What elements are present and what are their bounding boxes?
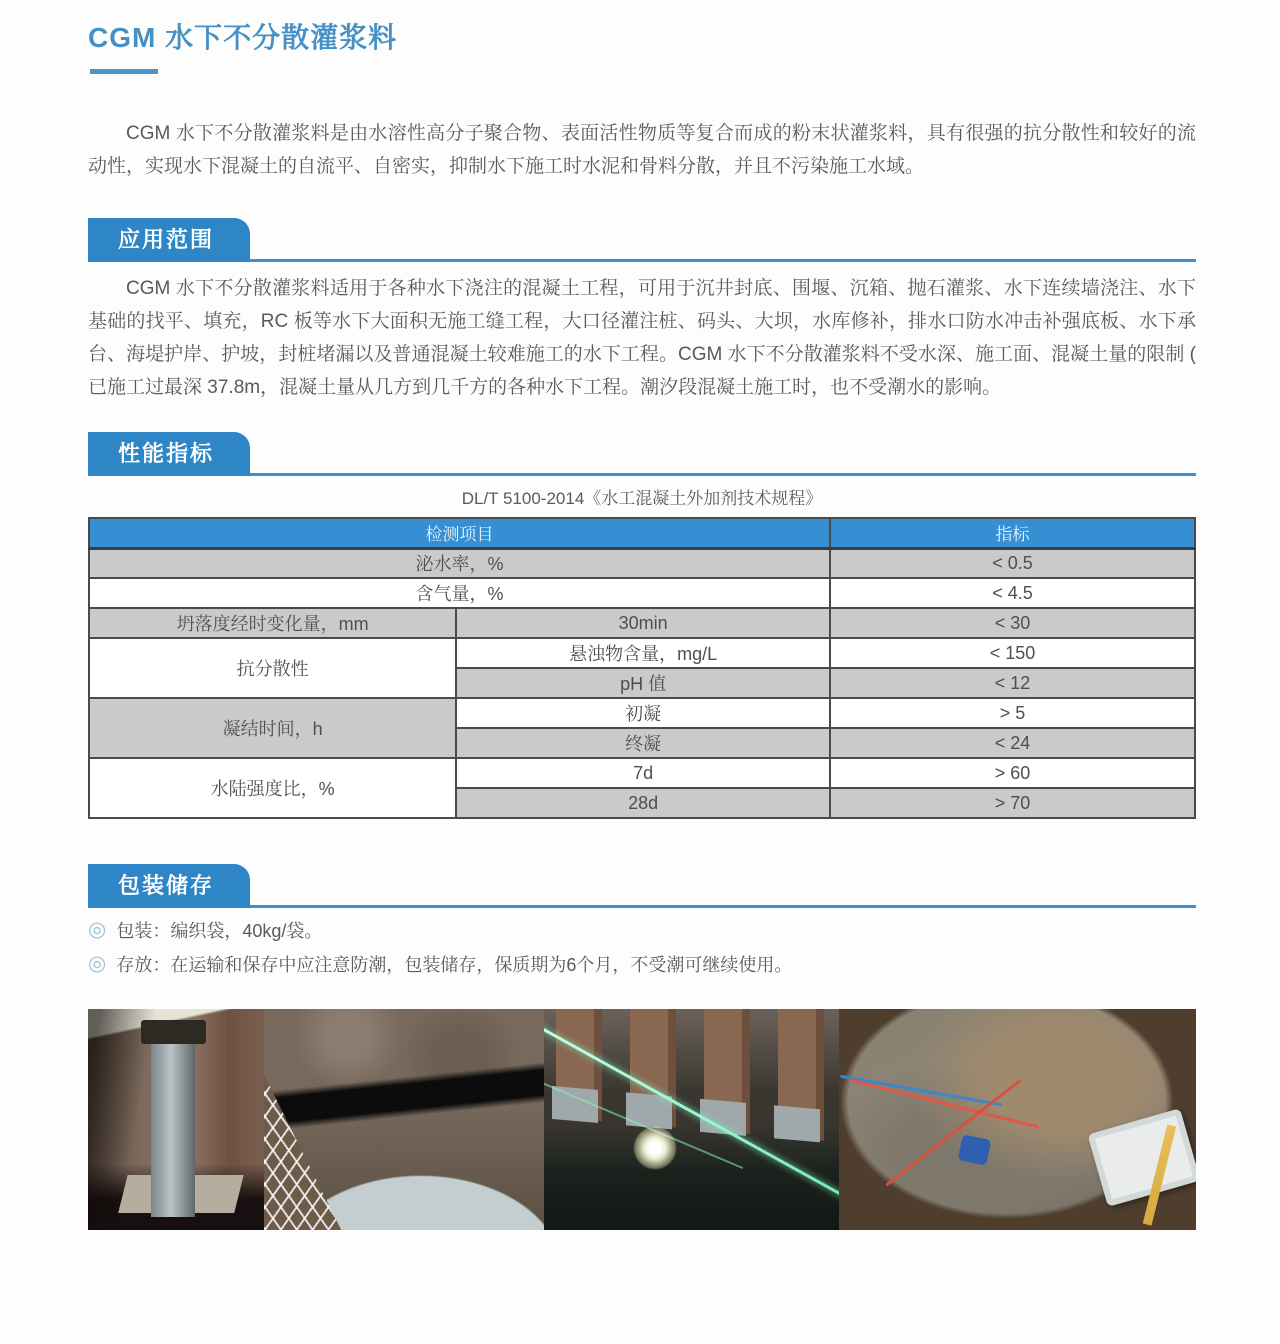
section-tab: 应用范围: [88, 218, 250, 262]
caisson-grouting-photo: [839, 1009, 1196, 1230]
white-tray: [1088, 1108, 1196, 1207]
work-light: [633, 1126, 677, 1170]
performance-table: [88, 517, 1196, 819]
column-cap: [141, 1020, 206, 1044]
table-header-row: [89, 518, 1195, 548]
ring-bullet-icon: ◎: [88, 952, 107, 975]
column-header-index: 指标: [830, 518, 1195, 548]
list-item: [88, 951, 1196, 977]
steel-column: [151, 1036, 195, 1217]
table-row: 凝结时间，h 初凝 > 5: [89, 698, 1195, 728]
table-row: 含气量，% < 4.5: [89, 578, 1195, 608]
section-header-performance: [88, 432, 1196, 476]
section-tab: 包装储存: [88, 864, 250, 908]
application-paragraph: CGM 水下不分散灌浆料适用于各种水下浇注的混凝土工程，可用于沉井封底、围堰、沉箱、抛石灌浆、水下连续墙浇注、水下基础的找平、填充，RC 板等水下大面积无施工缝工程，大口径灌注桩、码头、大坝，水库修补，排水口防水冲击补强底板、水下承台、海堤护岸、护坡，封桩堵漏以及普通混凝土较难施工的水下工程。CGM 水下不分散灌浆料不受水深、施工面、混凝土量的限制 ( 已施工过最深 37.8m，混凝土量从几方到几千方的各种水下工程。潮汐段混凝土施工时，也不受潮水的影响。: [88, 278, 1196, 398]
table-row: 28d > 70: [89, 788, 1195, 818]
table-row: 水陆强度比，% 7d > 60: [89, 758, 1195, 788]
packaging-item-text: 存放：在运输和保存中应注意防潮，包装储存，保质期为6个月，不受潮可继续使用。: [116, 955, 793, 975]
table-row: pH 值 < 12: [89, 668, 1195, 698]
table-row: 坍落度经时变化量，mm 30min < 30: [89, 608, 1195, 638]
safety-net: [264, 1058, 393, 1230]
underwater-piers-photo: [544, 1009, 839, 1230]
table-caption: DL/T 5100-2014《水工混凝土外加剂技术规程》: [461, 489, 823, 508]
photo-strip: [88, 1009, 1196, 1230]
blue-pump: [958, 1134, 991, 1165]
section-header-application: [88, 218, 1196, 262]
blue-cable: [840, 1074, 1002, 1105]
packaging-item-text: 包装：编织袋，40kg/袋。: [116, 921, 323, 941]
section-tab: 性能指标: [88, 432, 250, 476]
column-header-item: 检测项目: [89, 518, 830, 548]
page-title: CGM 水下不分散灌浆料: [88, 22, 398, 53]
table-row: 泌水率，% < 0.5: [89, 548, 1195, 578]
pile-joint-photo: [264, 1009, 544, 1230]
section-header-packaging: [88, 864, 1196, 908]
table-row: 终凝 < 24: [89, 728, 1195, 758]
ring-bullet-icon: ◎: [88, 918, 107, 941]
table-row: 抗分散性 悬浊物含量，mg/L < 150: [89, 638, 1195, 668]
list-item: [88, 917, 1196, 943]
intro-paragraph: CGM 水下不分散灌浆料是由水溶性高分子聚合物、表面活性物质等复合而成的粉末状灌浆料，具有很强的抗分散性和较好的流动性，实现水下混凝土的自流平、自密实，抑制水下施工时水泥和骨料分散，并且不污染施工水域。: [88, 123, 1196, 177]
title-underline: [90, 69, 158, 74]
steel-pile-photo: [88, 1009, 264, 1230]
